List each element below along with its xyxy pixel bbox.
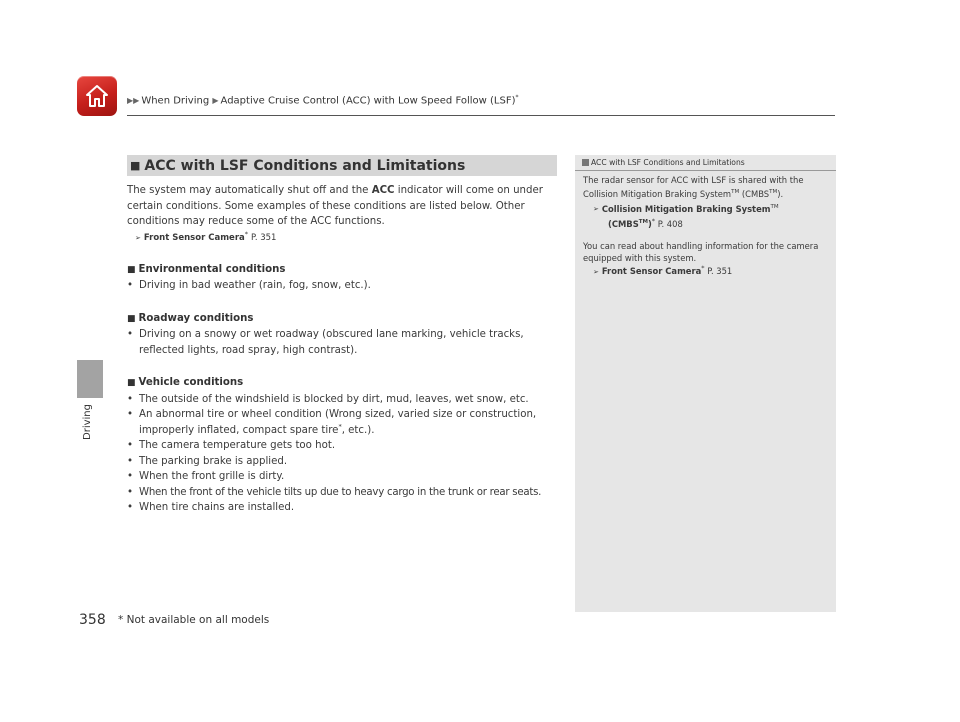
acc-indicator-label: ACC — [371, 185, 395, 196]
home-button[interactable] — [77, 76, 117, 116]
list-item: • The camera temperature gets too hot. — [127, 438, 559, 454]
sidebar-paragraph: You can read about handling information for the camera equipped with this system. — [583, 241, 819, 264]
cross-reference-front-sensor-camera[interactable]: ➢ Front Sensor Camera* P. 351 — [593, 264, 733, 276]
sidebar-paragraph: The radar sensor for ACC with LSF is shared with the Collision Mitigation Braking System™ (CMBS™). — [583, 175, 804, 200]
intro-paragraph: The system may automatically shut off and the ACC indicator will come on under certain conditions. Some examples of these conditions are listed below. Other conditions may reduce some of the ACC functions. — [127, 185, 543, 227]
list-item: • Driving on a snowy or wet roadway (obscured lane marking, vehicle tracks, reflected lights, road spray, high contrast). — [127, 327, 559, 358]
roadway-list — [127, 327, 559, 358]
subheading-vehicle: ■ Vehicle conditions — [127, 377, 244, 388]
note-marker-icon — [582, 159, 589, 166]
sidebar-divider — [575, 170, 836, 171]
list-item: • Driving in bad weather (rain, fog, snow, etc.). — [127, 278, 559, 294]
section-heading-bar — [127, 155, 557, 176]
breadcrumb-arrow-icon: ▶▶ — [127, 96, 140, 106]
cross-reference-front-sensor-camera[interactable]: ➢ Front Sensor Camera* P. 351 — [135, 229, 277, 243]
list-item: • When the front grille is dirty. — [127, 469, 559, 485]
cross-reference-cmbs-line2[interactable]: (CMBS™)* P. 408 — [608, 216, 683, 229]
cross-reference-cmbs[interactable]: ➢ Collision Mitigation Braking System™ — [593, 203, 779, 214]
arrow-icon: ➢ — [593, 205, 599, 214]
header-divider — [127, 115, 835, 116]
list-item: • When tire chains are installed. — [127, 500, 559, 516]
home-icon — [84, 83, 110, 109]
section-title: ACC with LSF Conditions and Limitations — [144, 157, 466, 174]
square-bullet-icon: ■ — [127, 264, 136, 275]
page-number: 358 — [79, 612, 106, 628]
footnote: * Not available on all models — [118, 614, 270, 626]
arrow-icon: ➢ — [593, 267, 599, 276]
list-item: • The outside of the windshield is blocked by dirt, mud, leaves, wet snow, etc. — [127, 392, 559, 408]
square-bullet-icon: ■ — [130, 159, 141, 172]
breadcrumb-item-acc[interactable]: Adaptive Cruise Control (ACC) with Low Speed Follow (LSF) — [220, 95, 516, 107]
subheading-roadway: ■ Roadway conditions — [127, 312, 254, 324]
square-bullet-icon: ■ — [127, 378, 136, 388]
sidebar-body — [583, 174, 831, 278]
sidebar-heading: ACC with LSF Conditions and Limitations — [582, 158, 832, 167]
vehicle-list — [127, 392, 559, 516]
environmental-list — [127, 278, 559, 294]
chapter-tab-label: Driving — [82, 404, 93, 440]
subheading-environmental: ■ Environmental conditions — [127, 263, 286, 275]
chapter-tab[interactable] — [77, 360, 103, 398]
breadcrumb-arrow-icon: ▶ — [212, 96, 219, 106]
breadcrumb-asterisk: * — [515, 94, 519, 101]
main-content — [127, 183, 559, 516]
breadcrumb-item-when-driving[interactable]: When Driving — [141, 95, 210, 107]
list-item: • When the front of the vehicle tilts up due to heavy cargo in the trunk or rear seats. — [127, 485, 559, 501]
arrow-icon: ➢ — [135, 233, 141, 242]
list-item: • The parking brake is applied. — [127, 454, 559, 470]
list-item: • An abnormal tire or wheel condition (Wrong sized, varied size or construction, improperly inflated, compact spare tire*, etc.). — [127, 407, 559, 438]
breadcrumb — [127, 94, 518, 106]
square-bullet-icon: ■ — [127, 313, 136, 324]
